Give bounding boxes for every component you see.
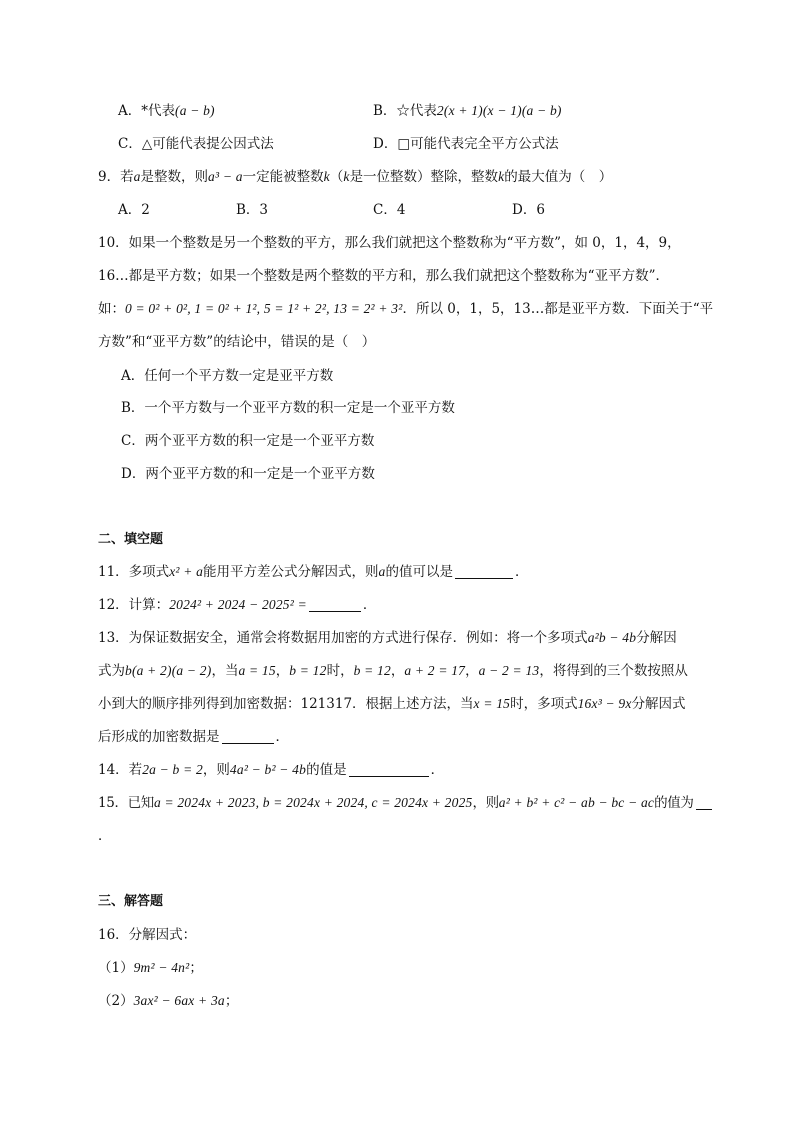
section-2-title: 二、填空题 [98, 532, 164, 547]
q10-line-2: 16…都是平方数；如果一个整数是两个整数的平方和，那么我们就把这个整数称为“亚平方数”． [98, 268, 669, 284]
q11-math: x² + a [169, 564, 204, 579]
q9-option-a: A．2 [118, 202, 150, 218]
q8-option-a-math: (a − b) [175, 103, 215, 118]
q10-option-c: C．两个亚平方数的积一定是一个亚平方数 [121, 433, 375, 449]
q8-option-b-math: 2(x + 1)(x − 1)(a − b) [436, 103, 562, 118]
q9-math: k [343, 169, 350, 184]
q10-math: 0 = 0² + 0², 1 = 0² + 1², 5 = 1² + 2², 13 = 2² + 3² [125, 301, 403, 316]
q13-text: ，将得到的三个数按照从 [539, 663, 688, 679]
answer-blank[interactable] [309, 597, 361, 612]
q11-text: 的值可以是 [385, 564, 453, 580]
q16-text: ； [189, 960, 203, 976]
q16-item-2 [98, 992, 238, 1010]
q13-line-2 [98, 662, 688, 680]
section-3-title: 三、解答题 [98, 894, 164, 909]
question-9 [98, 168, 612, 186]
q9-option-d: D．6 [512, 202, 545, 218]
q14-math: 4a² − b² − 4b [229, 762, 307, 777]
answer-blank[interactable] [222, 729, 274, 744]
q13-text: 小到大的顺序排列得到加密数据：121317．根据上述方法，当 [98, 696, 474, 712]
q13-text: 时，多项式 [510, 696, 578, 712]
q12-math: 2024² + 2024 − 2025² = [169, 597, 307, 612]
q13-text: 13．为保证数据安全，通常会将数据用加密的方式进行保存．例如：将一个多项式 [98, 630, 588, 646]
q9-text: 9．若 [98, 169, 134, 185]
q13-text: 后形成的加密数据是 [98, 729, 220, 745]
q11-text: 11．多项式 [98, 564, 170, 580]
q10-line-1: 10．如果一个整数是另一个整数的平方，那么我们就把这个整数称为“平方数”，如 0，1，4，9， [98, 235, 681, 251]
q16-math: 3ax² − 6ax + 3a [133, 993, 225, 1008]
q14-text: 的值是 [306, 762, 347, 778]
q11-text: ． [515, 564, 529, 580]
q9-text: （ [329, 169, 344, 185]
q13-text: 分解因 [636, 630, 677, 646]
q13-line-1 [98, 629, 677, 647]
q16-item-label: （1） [98, 960, 134, 976]
q8-option-b-label: B．☆代表 [373, 103, 437, 119]
q10-line-3 [98, 300, 713, 318]
q15-text: 15．已知 [98, 795, 154, 811]
q8-option-c-label: C．△可能代表提公因式法 [118, 136, 274, 152]
q13-math: x = 15 [473, 696, 511, 711]
q14-math: 2a − b = 2 [142, 762, 203, 777]
q9-text: 一定能被整数 [242, 169, 324, 185]
question-16-title: 16．分解因式： [98, 927, 197, 943]
q13-text: 时， [326, 663, 354, 679]
q14-text: 14．若 [98, 762, 143, 778]
q13-math: b = 12 [289, 663, 327, 678]
q16-item-label: （2） [98, 993, 134, 1009]
q13-text: 分解因式 [631, 696, 686, 712]
q13-text: ， [275, 663, 290, 679]
q13-math: b = 12 [353, 663, 391, 678]
q13-math: b(a + 2)(a − 2) [125, 663, 212, 678]
q13-line-4 [98, 728, 289, 746]
q9-math: k [498, 169, 505, 184]
q16-text: ； [224, 993, 239, 1009]
q16-math: 9m² − 4n² [133, 960, 190, 975]
q9-text: 是一位整数）整除，整数 [349, 169, 499, 185]
q13-math: a + 2 = 17 [404, 663, 466, 678]
q15-math: a² + b² + c² − ab − bc − ac [498, 795, 655, 810]
q10-option-a: A．任何一个平方数一定是亚平方数 [121, 368, 334, 384]
q10-text: ．所以 0，1，5，13…都是亚平方数．下面关于“平 [402, 301, 714, 317]
q13-math: 16x³ − 9x [577, 696, 632, 711]
q13-math: a = 15 [238, 663, 276, 678]
q15-text: 的值为 [654, 795, 694, 811]
q13-text: 式为 [98, 663, 125, 679]
q13-line-3 [98, 695, 686, 713]
question-11 [98, 563, 529, 581]
answer-blank[interactable] [349, 762, 429, 777]
q13-text: ， [465, 663, 479, 679]
q9-math: a [133, 169, 141, 184]
q8-option-d [373, 135, 559, 153]
q16-item-1 [98, 959, 203, 977]
q13-text: ， [390, 663, 405, 679]
q13-text: ． [275, 729, 289, 745]
q8-option-a [118, 102, 215, 120]
q15-end-mark: ． [98, 828, 112, 844]
q9-text: 的最大值为（ ） [504, 169, 613, 185]
q9-text: 是整数，则 [140, 169, 209, 185]
q14-text: ，则 [202, 762, 230, 778]
q9-math: k [323, 169, 330, 184]
q8-option-d-label: D．□可能代表完全平方公式法 [373, 136, 559, 152]
q13-text: ，当 [211, 663, 239, 679]
q12-text: 12．计算： [98, 597, 170, 613]
q14-text: ． [430, 762, 445, 778]
q8-option-a-label: A．*代表 [118, 103, 175, 119]
q9-option-c: C．4 [373, 202, 406, 218]
q13-math: a − 2 = 13 [478, 663, 540, 678]
q9-math: a³ − a [208, 169, 243, 184]
q9-option-b: B．3 [236, 202, 269, 218]
q8-option-c [118, 135, 274, 153]
question-12 [98, 596, 376, 614]
question-15 [98, 794, 714, 812]
question-14 [98, 761, 444, 779]
answer-blank[interactable] [455, 564, 513, 579]
answer-blank[interactable] [696, 795, 712, 810]
q15-math: a = 2024x + 2023, b = 2024x + 2024, c = 2024x + 2025 [153, 795, 473, 810]
q10-line-4: 方数”和“亚平方数”的结论中，错误的是（ ） [98, 334, 376, 350]
q11-math: a [378, 564, 386, 579]
q8-option-b [373, 102, 562, 120]
q10-option-d: D．两个亚平方数的和一定是一个亚平方数 [121, 466, 375, 482]
q11-text: 能用平方差公式分解因式，则 [203, 564, 379, 580]
q15-text: ，则 [472, 795, 499, 811]
q13-math: a²b − 4b [587, 630, 637, 645]
q10-text: 如： [98, 301, 125, 317]
q12-text: ． [362, 597, 377, 613]
q10-option-b: B．一个平方数与一个亚平方数的积一定是一个亚平方数 [121, 400, 455, 416]
